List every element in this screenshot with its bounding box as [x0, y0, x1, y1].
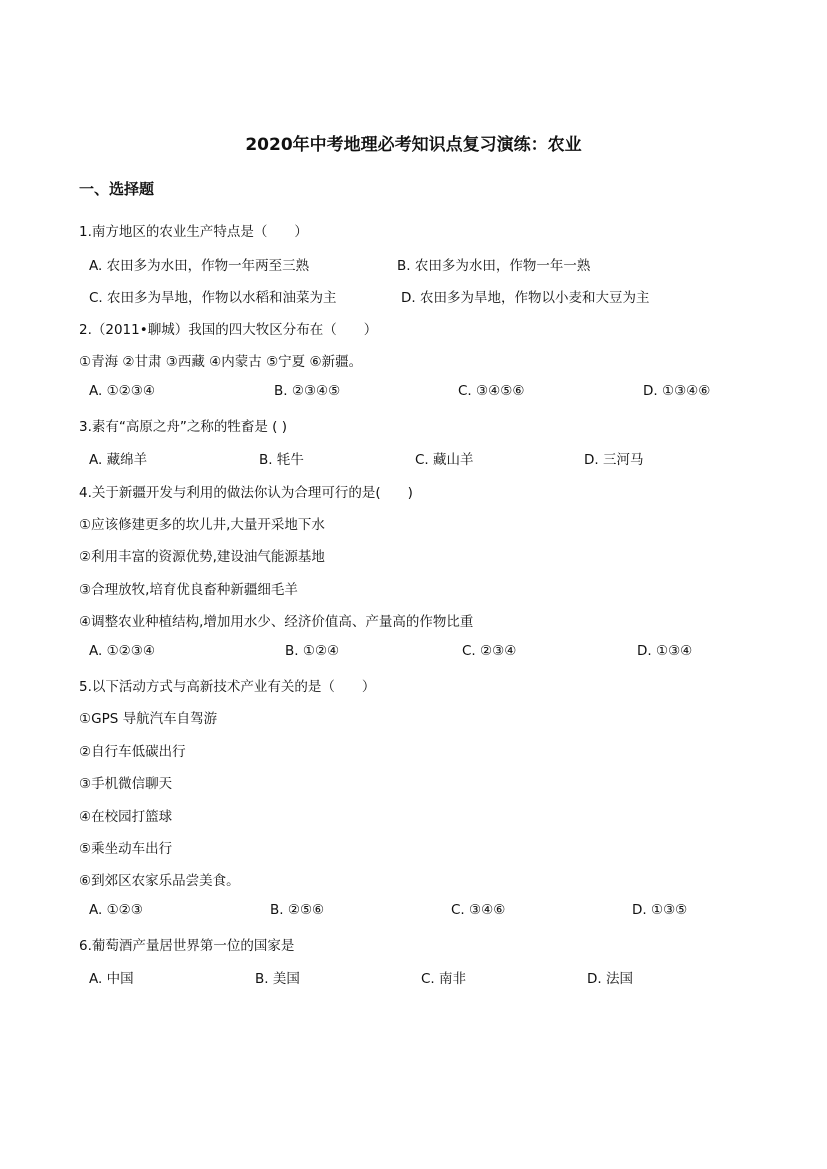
question-4-option-b: B. ①②④ — [285, 643, 340, 659]
question-5-item: ①GPS 导航汽车自驾游 — [79, 711, 218, 727]
question-2-option-a: A. ①②③④ — [89, 383, 155, 399]
question-1-option-d: D. 农田多为旱地，作物以小麦和大豆为主 — [401, 290, 650, 306]
question-5-stem: 5.以下活动方式与高新技术产业有关的是（ ） — [79, 679, 376, 695]
question-3-stem: 3.素有“高原之舟”之称的牲畜是 ( ) — [79, 419, 287, 435]
question-6-option-b: B. 美国 — [255, 971, 300, 987]
question-5-option-d: D. ①③⑤ — [632, 902, 688, 918]
question-5-option-a: A. ①②③ — [89, 902, 143, 918]
question-3-option-b: B. 牦牛 — [259, 452, 304, 468]
question-1-option-a: A. 农田多为水田，作物一年两至三熟 — [89, 258, 310, 274]
question-4-option-a: A. ①②③④ — [89, 643, 155, 659]
question-5-option-c: C. ③④⑥ — [451, 902, 506, 918]
question-5-option-b: B. ②⑤⑥ — [270, 902, 325, 918]
question-5-item: ⑤乘坐动车出行 — [79, 841, 173, 857]
question-5-item: ②自行车低碳出行 — [79, 744, 186, 760]
question-3-option-c: C. 藏山羊 — [415, 452, 474, 468]
question-2-option-d: D. ①③④⑥ — [643, 383, 711, 399]
question-2-option-c: C. ③④⑤⑥ — [458, 383, 525, 399]
question-5-item: ④在校园打篮球 — [79, 809, 173, 825]
question-2-option-b: B. ②③④⑤ — [274, 383, 341, 399]
question-3-option-d: D. 三河马 — [584, 452, 644, 468]
page-title: 2020年中考地理必考知识点复习演练：农业 — [245, 135, 582, 155]
question-4-item: ④调整农业种植结构,增加用水少、经济价值高、产量高的作物比重 — [79, 614, 474, 630]
question-4-stem: 4.关于新疆开发与利用的做法你认为合理可行的是( ) — [79, 485, 413, 501]
question-5-item: ⑥到郊区农家乐品尝美食。 — [79, 873, 240, 889]
question-6-option-d: D. 法国 — [587, 971, 633, 987]
question-1-option-c: C. 农田多为旱地，作物以水稻和油菜为主 — [89, 290, 337, 306]
question-4-option-d: D. ①③④ — [637, 643, 693, 659]
question-4-item: ②利用丰富的资源优势,建设油气能源基地 — [79, 549, 325, 565]
section-heading: 一、选择题 — [79, 180, 155, 198]
question-1-stem: 1.南方地区的农业生产特点是（ ） — [79, 224, 308, 240]
question-6-option-a: A. 中国 — [89, 971, 134, 987]
question-2-stem: 2.（2011•聊城）我国的四大牧区分布在（ ） — [79, 322, 378, 338]
question-1-option-b: B. 农田多为水田，作物一年一熟 — [397, 258, 591, 274]
question-3-option-a: A. 藏绵羊 — [89, 452, 148, 468]
question-2-items: ①青海 ②甘肃 ③西藏 ④内蒙古 ⑤宁夏 ⑥新疆。 — [79, 354, 363, 370]
question-4-option-c: C. ②③④ — [462, 643, 517, 659]
question-4-item: ③合理放牧,培育优良畜种新疆细毛羊 — [79, 582, 298, 598]
question-4-item: ①应该修建更多的坎儿井,大量开采地下水 — [79, 517, 325, 533]
question-5-item: ③手机微信聊天 — [79, 776, 173, 792]
question-6-option-c: C. 南非 — [421, 971, 467, 987]
question-6-stem: 6.葡萄酒产量居世界第一位的国家是 — [79, 938, 295, 954]
